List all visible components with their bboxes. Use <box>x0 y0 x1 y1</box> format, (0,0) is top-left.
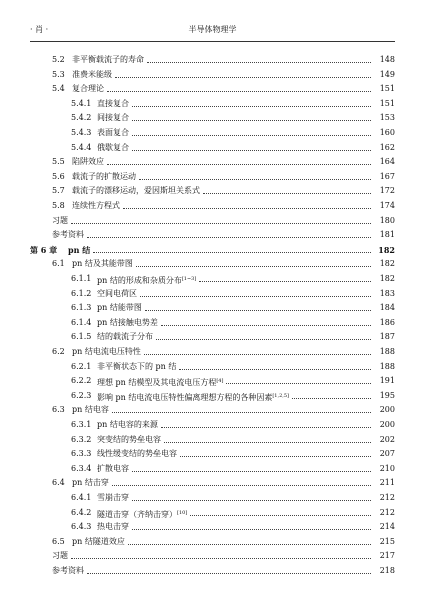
toc-entry[interactable] <box>0 215 425 227</box>
toc-leader-dots <box>161 419 371 428</box>
toc-entry-number: 6.4.1 <box>71 493 92 502</box>
toc-entry-page-number: 181 <box>379 230 395 240</box>
toc-entry[interactable] <box>0 419 425 431</box>
toc-entry[interactable] <box>0 54 425 66</box>
toc-leader-dots <box>147 54 371 63</box>
toc-entry-title <box>97 142 129 154</box>
header-rule <box>30 41 395 42</box>
toc-entry-number: 6.1.4 <box>71 317 92 327</box>
toc-leader-dots <box>140 288 371 297</box>
toc-entry-number: 5.4.4 <box>71 142 92 152</box>
toc-entry-title <box>97 302 142 314</box>
toc-leader-dots <box>93 244 371 253</box>
toc-entry-title <box>52 215 68 227</box>
toc-entry[interactable] <box>0 156 425 168</box>
toc-entry-page-number: 188 <box>379 361 395 371</box>
toc-entry-page-number: 151 <box>379 84 395 94</box>
toc-entry-number: 6.2 <box>52 347 65 356</box>
toc-entry-title <box>97 331 153 343</box>
toc-leader-dots <box>199 273 371 282</box>
toc-entry-number: 6.2.1 <box>71 361 92 371</box>
toc-entry[interactable] <box>0 229 425 241</box>
toc-entry-title-text: 俄歇复合 <box>97 142 129 152</box>
toc-entry-page-number: 167 <box>379 171 395 181</box>
toc-entry-title <box>72 69 112 81</box>
toc-leader-dots <box>132 127 371 136</box>
toc-entry-number: 5.8 <box>52 201 65 210</box>
toc-entry-title <box>52 229 84 241</box>
toc-entry-title <box>97 419 158 431</box>
toc-entry-page-number: 162 <box>379 142 395 152</box>
toc-entry-number: 5.4.1 <box>71 98 92 108</box>
toc-entry-title <box>97 448 177 460</box>
toc-entry-page-number: 172 <box>379 186 395 196</box>
toc-entry-title-text: 参考资料 <box>52 566 84 575</box>
toc-entry-title <box>97 317 158 329</box>
toc-leader-dots <box>132 142 371 151</box>
toc-entry-page-number: 217 <box>379 551 395 561</box>
toc-entry-page-number: 212 <box>379 493 395 502</box>
toc-leader-dots <box>144 346 371 355</box>
toc-leader-dots <box>164 434 371 443</box>
toc-leader-dots <box>132 112 371 121</box>
toc-entry[interactable] <box>0 98 425 110</box>
toc-entry[interactable] <box>0 244 425 256</box>
toc-entry-page-number: 183 <box>379 288 395 298</box>
toc-entry-page-number: 184 <box>379 303 395 313</box>
toc-leader-dots <box>156 331 371 340</box>
toc-entry-title <box>97 288 137 300</box>
toc-entry-title-text: 影响 pn 结电流电压特性偏离理想方程的各种因素 <box>97 392 273 402</box>
toc-entry-title-text: 复合理论 <box>72 84 104 94</box>
toc-leader-dots <box>132 463 371 472</box>
toc-entry-page-number: 160 <box>379 128 395 137</box>
toc-entry-page-number: 151 <box>379 98 395 108</box>
toc-entry-title <box>72 171 136 183</box>
toc-entry[interactable] <box>0 507 425 519</box>
toc-entry-title <box>97 361 176 373</box>
toc-entry-number: 6.1.5 <box>71 332 92 342</box>
toc-entry-number: 6.3 <box>52 405 65 415</box>
header-book-title: 半导体物理学 <box>188 25 237 34</box>
toc-entry-title-text: pn 结电流电压特性 <box>72 347 141 356</box>
toc-entry-title-text: pn 结能带图 <box>97 303 142 313</box>
toc-leader-dots <box>179 361 371 370</box>
toc-entry-page-number: 214 <box>379 522 395 532</box>
toc-leader-dots <box>161 317 371 326</box>
toc-entry-title-text: 雪崩击穿 <box>97 493 129 502</box>
toc-entry[interactable] <box>0 69 425 81</box>
toc-entry-title-text: 间接复合 <box>97 113 129 123</box>
toc-leader-dots <box>87 565 371 574</box>
toc-entry[interactable] <box>0 273 425 285</box>
toc-entry-title <box>52 565 84 577</box>
toc-entry-page-number: 187 <box>379 332 395 342</box>
toc-entry-title-text: pn 结 <box>68 244 91 255</box>
toc-entry[interactable] <box>0 142 425 154</box>
toc-entry-number: 5.5 <box>52 157 65 167</box>
toc-entry[interactable] <box>0 317 425 329</box>
toc-entry-title-text: 连续性方程式 <box>72 201 120 210</box>
toc-entry-reference: [10] <box>177 509 188 516</box>
toc-entry-reference: [1,2,5] <box>272 392 289 399</box>
toc-entry-title-text: 理想 pn 结模型及其电流电压方程 <box>97 378 217 388</box>
toc-entry-number: 6.3.4 <box>71 463 92 473</box>
toc-entry-page-number: 215 <box>379 536 395 546</box>
toc-entry-title <box>97 434 161 446</box>
toc-entry-title-text: 载流子的扩散运动 <box>72 171 136 181</box>
toc-entry-number: 6.1 <box>52 259 65 269</box>
toc-entry-reference: [1~3] <box>181 276 197 282</box>
toc-entry[interactable] <box>0 185 425 197</box>
toc-leader-dots <box>123 200 371 209</box>
toc-entry-title <box>72 200 120 212</box>
toc-entry-title-text: 直接复合 <box>97 98 129 108</box>
toc-entry-title-text: pn 结及其能带图 <box>72 259 133 269</box>
toc-entry[interactable] <box>0 331 425 343</box>
toc-entry-title <box>72 346 141 358</box>
toc-leader-dots <box>132 98 371 107</box>
toc-entry[interactable] <box>0 492 425 504</box>
toc-entry-page-number: 200 <box>379 420 395 429</box>
toc-entry-page-number: 195 <box>379 390 395 400</box>
toc-entry[interactable] <box>0 127 425 139</box>
toc-entry-number: 6.1.1 <box>71 274 92 283</box>
toc-entry-page-number: 210 <box>379 463 395 473</box>
toc-entry-page-number: 212 <box>379 507 395 517</box>
toc-entry[interactable] <box>0 477 425 489</box>
toc-entry-number: 6.4 <box>52 478 65 488</box>
toc-entry[interactable] <box>0 448 425 460</box>
toc-entry[interactable] <box>0 404 425 416</box>
toc-entry-number: 5.4.3 <box>71 128 92 137</box>
toc-leader-dots <box>203 185 371 194</box>
toc-entry[interactable] <box>0 390 425 402</box>
toc-leader-dots <box>87 229 371 238</box>
toc-leader-dots <box>71 215 371 224</box>
toc-entry-title-text: 陷阱效应 <box>72 157 104 167</box>
toc-entry[interactable] <box>0 288 425 300</box>
toc-entry-page-number: 191 <box>379 376 395 386</box>
toc-leader-dots <box>139 171 371 180</box>
toc-entry-title-text: 扩散电容 <box>97 463 129 473</box>
toc-entry-page-number: 182 <box>379 274 395 283</box>
toc-entry-number: 第 6 章 <box>30 244 58 255</box>
toc-entry-title <box>72 477 109 489</box>
toc-entry-page-number: 211 <box>379 478 395 488</box>
toc-entry-title-text: 表面复合 <box>97 128 129 137</box>
toc-entry-title-text: 突变结的势垒电容 <box>97 434 161 444</box>
toc-entry-reference: [4] <box>216 378 224 385</box>
toc-leader-dots <box>112 404 371 413</box>
toc-entry-title <box>72 54 144 66</box>
toc-entry-title-text: 热电击穿 <box>97 522 129 532</box>
toc-entry-title <box>97 463 129 475</box>
toc-entry-title-text: pn 结的形成和杂质分布 <box>97 276 182 285</box>
toc-entry-number: 6.3.1 <box>71 420 92 429</box>
toc-entry-title-text: pn 结接触电势差 <box>97 317 158 327</box>
toc-entry[interactable] <box>0 83 425 95</box>
toc-entry-title <box>72 156 104 168</box>
toc-entry[interactable] <box>0 346 425 358</box>
toc-entry-title <box>72 258 133 270</box>
toc-entry-title-text: 习题 <box>52 551 68 561</box>
toc-entry-page-number: 218 <box>379 566 395 575</box>
toc-entry[interactable] <box>0 112 425 124</box>
toc-entry-page-number: 164 <box>379 157 395 167</box>
toc-leader-dots <box>132 492 371 501</box>
toc-entry-number: 6.5 <box>52 536 65 546</box>
toc-entry-number: 5.7 <box>52 186 65 196</box>
toc-leader-dots <box>226 375 371 384</box>
toc-entry[interactable] <box>0 463 425 475</box>
toc-entry-page-number: 207 <box>379 449 395 459</box>
toc-entry-title-text: 参考资料 <box>52 230 84 240</box>
toc-entry-number: 6.1.3 <box>71 303 92 313</box>
toc-entry-page-number: 180 <box>379 215 395 225</box>
toc-leader-dots <box>136 258 371 267</box>
toc-entry-number: 5.4 <box>52 84 65 94</box>
toc-entry-number: 6.3.3 <box>71 449 92 459</box>
toc-entry[interactable] <box>0 521 425 533</box>
toc-entry-page-number: 174 <box>379 201 395 210</box>
toc-entry-title <box>97 98 129 110</box>
toc-entry[interactable] <box>0 550 425 562</box>
toc-entry-title-text: 非平衡状态下的 pn 结 <box>97 361 177 371</box>
toc-entry-page-number: 182 <box>379 259 395 269</box>
toc-entry-number: 5.2 <box>52 55 65 64</box>
toc-entry[interactable] <box>0 565 425 577</box>
header-page-marker: · 肖 · <box>30 25 49 34</box>
toc-entry-title <box>72 185 200 197</box>
toc-entry-page-number: 186 <box>379 317 395 327</box>
toc-entry-title <box>97 507 187 521</box>
toc-entry[interactable] <box>0 258 425 270</box>
toc-entry[interactable] <box>0 302 425 314</box>
toc-leader-dots <box>115 69 371 78</box>
toc-entry-page-number: 149 <box>379 69 395 79</box>
toc-leader-dots <box>107 156 371 165</box>
toc-entry-title-text: 习题 <box>52 215 68 225</box>
toc-entry-title-text: pn 结电容的来源 <box>97 420 158 429</box>
toc-entry[interactable] <box>0 361 425 373</box>
toc-entry-number: 6.2.2 <box>71 376 92 386</box>
toc-leader-dots <box>71 550 371 559</box>
toc-entry-number: 6.4.2 <box>71 507 92 517</box>
toc-entry-page-number: 148 <box>379 55 395 64</box>
toc-entry-number: 5.4.2 <box>71 113 92 123</box>
toc-entry-title <box>97 273 196 287</box>
toc-entry-title-text: 空间电荷区 <box>97 288 137 298</box>
toc-entry-title-text: pn 结击穿 <box>72 478 109 488</box>
toc-entry-title-text: pn 结电容 <box>72 405 109 415</box>
toc-entry-title <box>97 521 129 533</box>
toc-entry-page-number: 202 <box>379 434 395 444</box>
toc-entry-title-text: pn 结隧道效应 <box>72 536 125 546</box>
toc-entry-title <box>97 112 129 124</box>
toc-leader-dots <box>180 448 371 457</box>
toc-entry-number: 5.3 <box>52 69 65 79</box>
toc-entry-number: 6.3.2 <box>71 434 92 444</box>
toc-entry-title-text: 准费米能级 <box>72 69 112 79</box>
toc-entry-title <box>97 390 289 404</box>
running-header <box>30 24 395 36</box>
toc-entry[interactable] <box>0 536 425 548</box>
toc-leader-dots <box>190 507 371 516</box>
toc-entry-title <box>52 550 68 562</box>
toc-entry-title <box>97 375 223 389</box>
toc-entry-number: 5.6 <box>52 171 65 181</box>
toc-entry-title-text: 线性缓变结的势垒电容 <box>97 449 177 459</box>
toc-entry-title-text: 非平衡载流子的寿命 <box>72 55 144 64</box>
toc-leader-dots <box>145 302 371 311</box>
toc-entry-page-number: 188 <box>379 347 395 356</box>
toc-entry-title-text: 结的载流子分布 <box>97 332 153 342</box>
toc-entry[interactable] <box>0 434 425 446</box>
toc-entry-title <box>72 404 109 416</box>
toc-leader-dots <box>292 390 371 399</box>
toc-leader-dots <box>107 83 371 92</box>
toc-entry[interactable] <box>0 375 425 387</box>
toc-entry-number: 6.4.3 <box>71 522 92 532</box>
toc-entry-title <box>72 536 125 548</box>
toc-entry-number: 6.2.3 <box>71 390 92 400</box>
toc-entry[interactable] <box>0 200 425 212</box>
toc-entry-title-text: 隧道击穿（齐纳击穿） <box>97 509 177 519</box>
toc-entry-title-text: 载流子的漂移运动，爱因斯坦关系式 <box>72 186 200 196</box>
toc-entry-title <box>97 492 129 504</box>
toc-entry-page-number: 153 <box>379 113 395 123</box>
toc-leader-dots <box>112 477 371 486</box>
toc-entry[interactable] <box>0 171 425 183</box>
toc-entry-page-number: 182 <box>378 244 395 255</box>
toc-entry-title <box>97 127 129 139</box>
toc-entry-title <box>72 83 104 95</box>
toc-leader-dots <box>128 536 371 545</box>
toc-entry-number: 6.1.2 <box>71 288 92 298</box>
toc-entry-page-number: 200 <box>379 405 395 415</box>
toc-entry-title <box>68 244 90 256</box>
toc-leader-dots <box>132 521 371 530</box>
